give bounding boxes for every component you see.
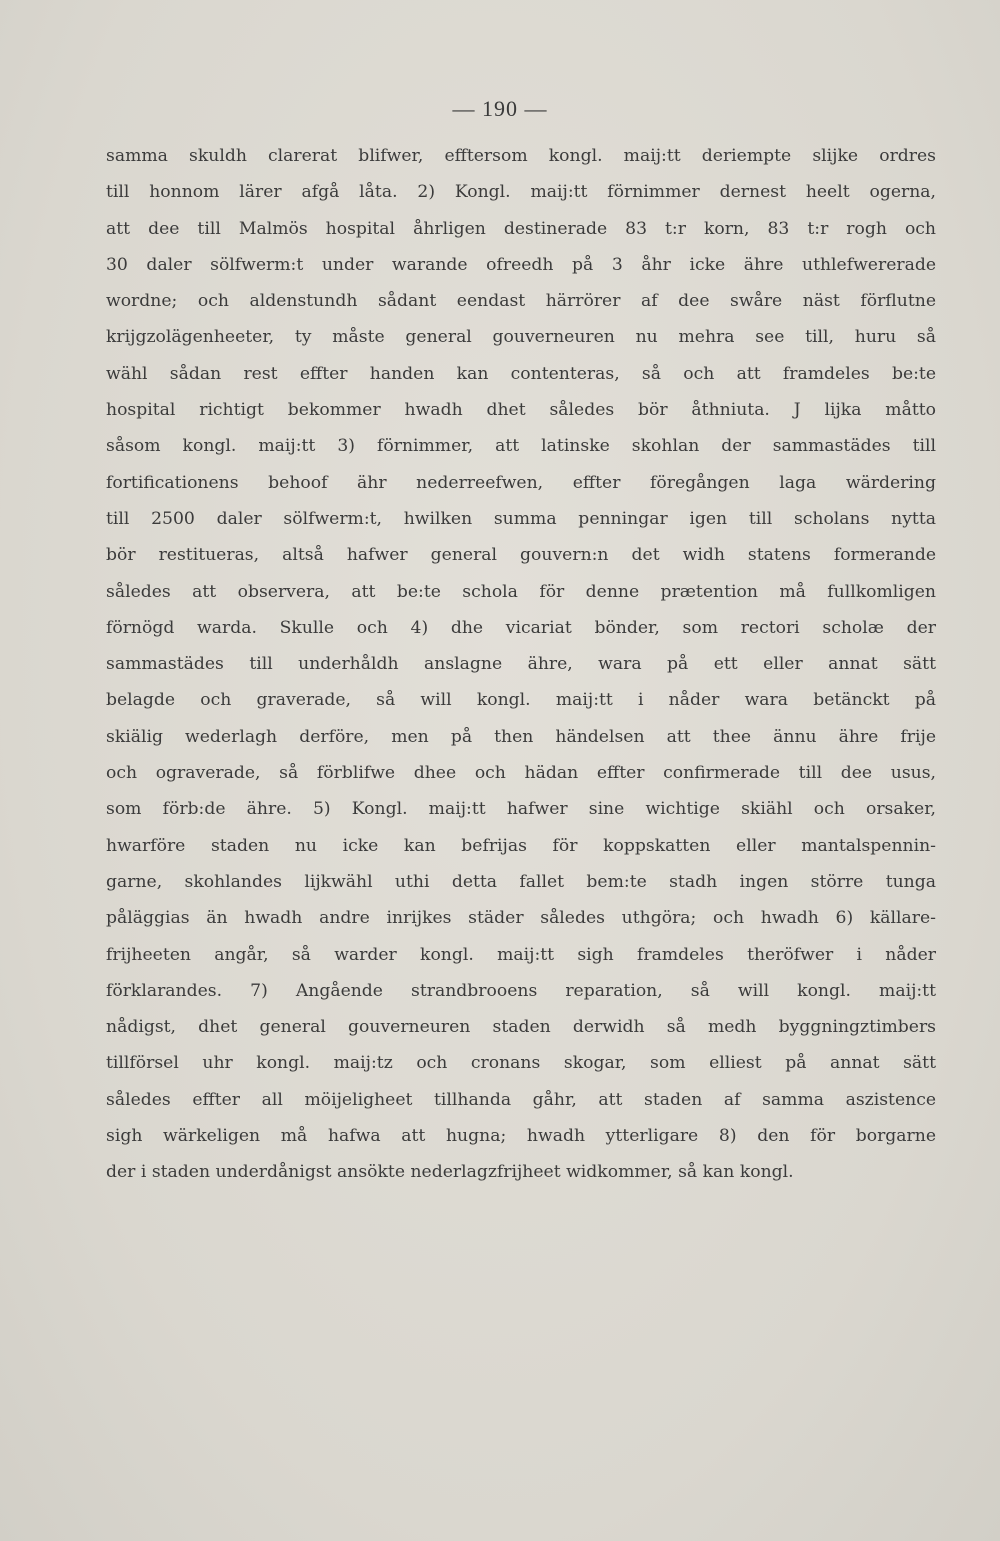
text-line: som förb:de ähre. 5) Kongl. maij:tt hafwer sine wichtige skiähl och orsaker,: [106, 799, 936, 820]
text-line: krijgzolägenheeter, ty måste general gouverneuren nu mehra see till, huru så: [106, 327, 936, 348]
text-line: att dee till Malmös hospital åhrligen destinerade 83 t:r korn, 83 t:r rogh och: [106, 218, 936, 239]
text-line: således att observera, att be:te schola för denne prætention må fullkomligen: [106, 581, 936, 602]
text-line: 30 daler sölfwerm:t under warande ofreedh på 3 åhr icke ähre uthlefwererade: [106, 254, 936, 275]
text-line: frijheeten angår, så warder kongl. maij:tt sigh framdeles theröfwer i nåder: [106, 944, 936, 965]
text-line: påläggias än hwadh andre inrijkes städer således uthgöra; och hwadh 6) källare-: [106, 908, 936, 929]
text-line: och ograverade, så förblifwe dhee och hädan effter confirmerade till dee usus,: [106, 763, 936, 784]
text-line: förnögd warda. Skulle och 4) dhe vicariat bönder, som rectori scholæ der: [106, 617, 936, 638]
page-number: — 190 —: [452, 96, 548, 121]
body-text: [106, 138, 936, 1191]
text-line: till 2500 daler sölfwerm:t, hwilken summa penningar igen till scholans nytta: [106, 508, 936, 529]
text-line: belagde och graverade, så will kongl. maij:tt i nåder wara betänckt på: [106, 690, 936, 711]
text-line: skiälig wederlagh derföre, men på then händelsen att thee ännu ähre frije: [106, 726, 936, 747]
text-line: fortificationens behoof ähr nederreefwen, effter föregången laga wärdering: [106, 472, 936, 493]
text-line: hwarföre staden nu icke kan befrijas för koppskatten eller mantalspennin-: [106, 835, 936, 856]
text-line: hospital richtigt bekommer hwadh dhet således bör åthniuta. J lijka måtto: [106, 400, 936, 421]
text-line: wordne; och aldenstundh sådant eendast härrörer af dee swåre näst förflutne: [106, 291, 936, 312]
text-line: således effter all möijeligheet tillhanda gåhr, att staden af samma aszistence: [106, 1089, 936, 1110]
text-line: förklarandes. 7) Angående strandbrooens reparation, så will kongl. maij:tt: [106, 980, 936, 1001]
text-line: sammastädes till underhåldh anslagne ähre, wara på ett eller annat sätt: [106, 654, 936, 675]
text-line: wähl sådan rest effter handen kan contenteras, så och att framdeles be:te: [106, 363, 936, 384]
text-line: såsom kongl. maij:tt 3) förnimmer, att latinske skohlan der sammastädes till: [106, 436, 936, 457]
text-line: tillförsel uhr kongl. maij:tz och cronans skogar, som elliest på annat sätt: [106, 1053, 936, 1074]
text-line: samma skuldh clarerat blifwer, efftersom kongl. maij:tt deriempte slijke ordres: [106, 146, 936, 166]
text-line: bör restitueras, altså hafwer general gouvern:n det widh statens formerande: [106, 545, 936, 566]
text-line: der i staden underdånigst ansökte nederlagzfrijheet widkommer, så kan kongl.: [106, 1162, 794, 1183]
text-line: till honnom lärer afgå låta. 2) Kongl. maij:tt förnimmer dernest heelt ogerna,: [106, 182, 936, 203]
text-line: sigh wärkeligen må hafwa att hugna; hwadh ytterligare 8) den för borgarne: [106, 1126, 936, 1147]
text-line: garne, skohlandes lijkwähl uthi detta fallet bem:te stadh ingen större tunga: [106, 871, 936, 892]
text-line: nådigst, dhet general gouverneuren staden derwidh så medh byggningztimbers: [106, 1017, 936, 1038]
